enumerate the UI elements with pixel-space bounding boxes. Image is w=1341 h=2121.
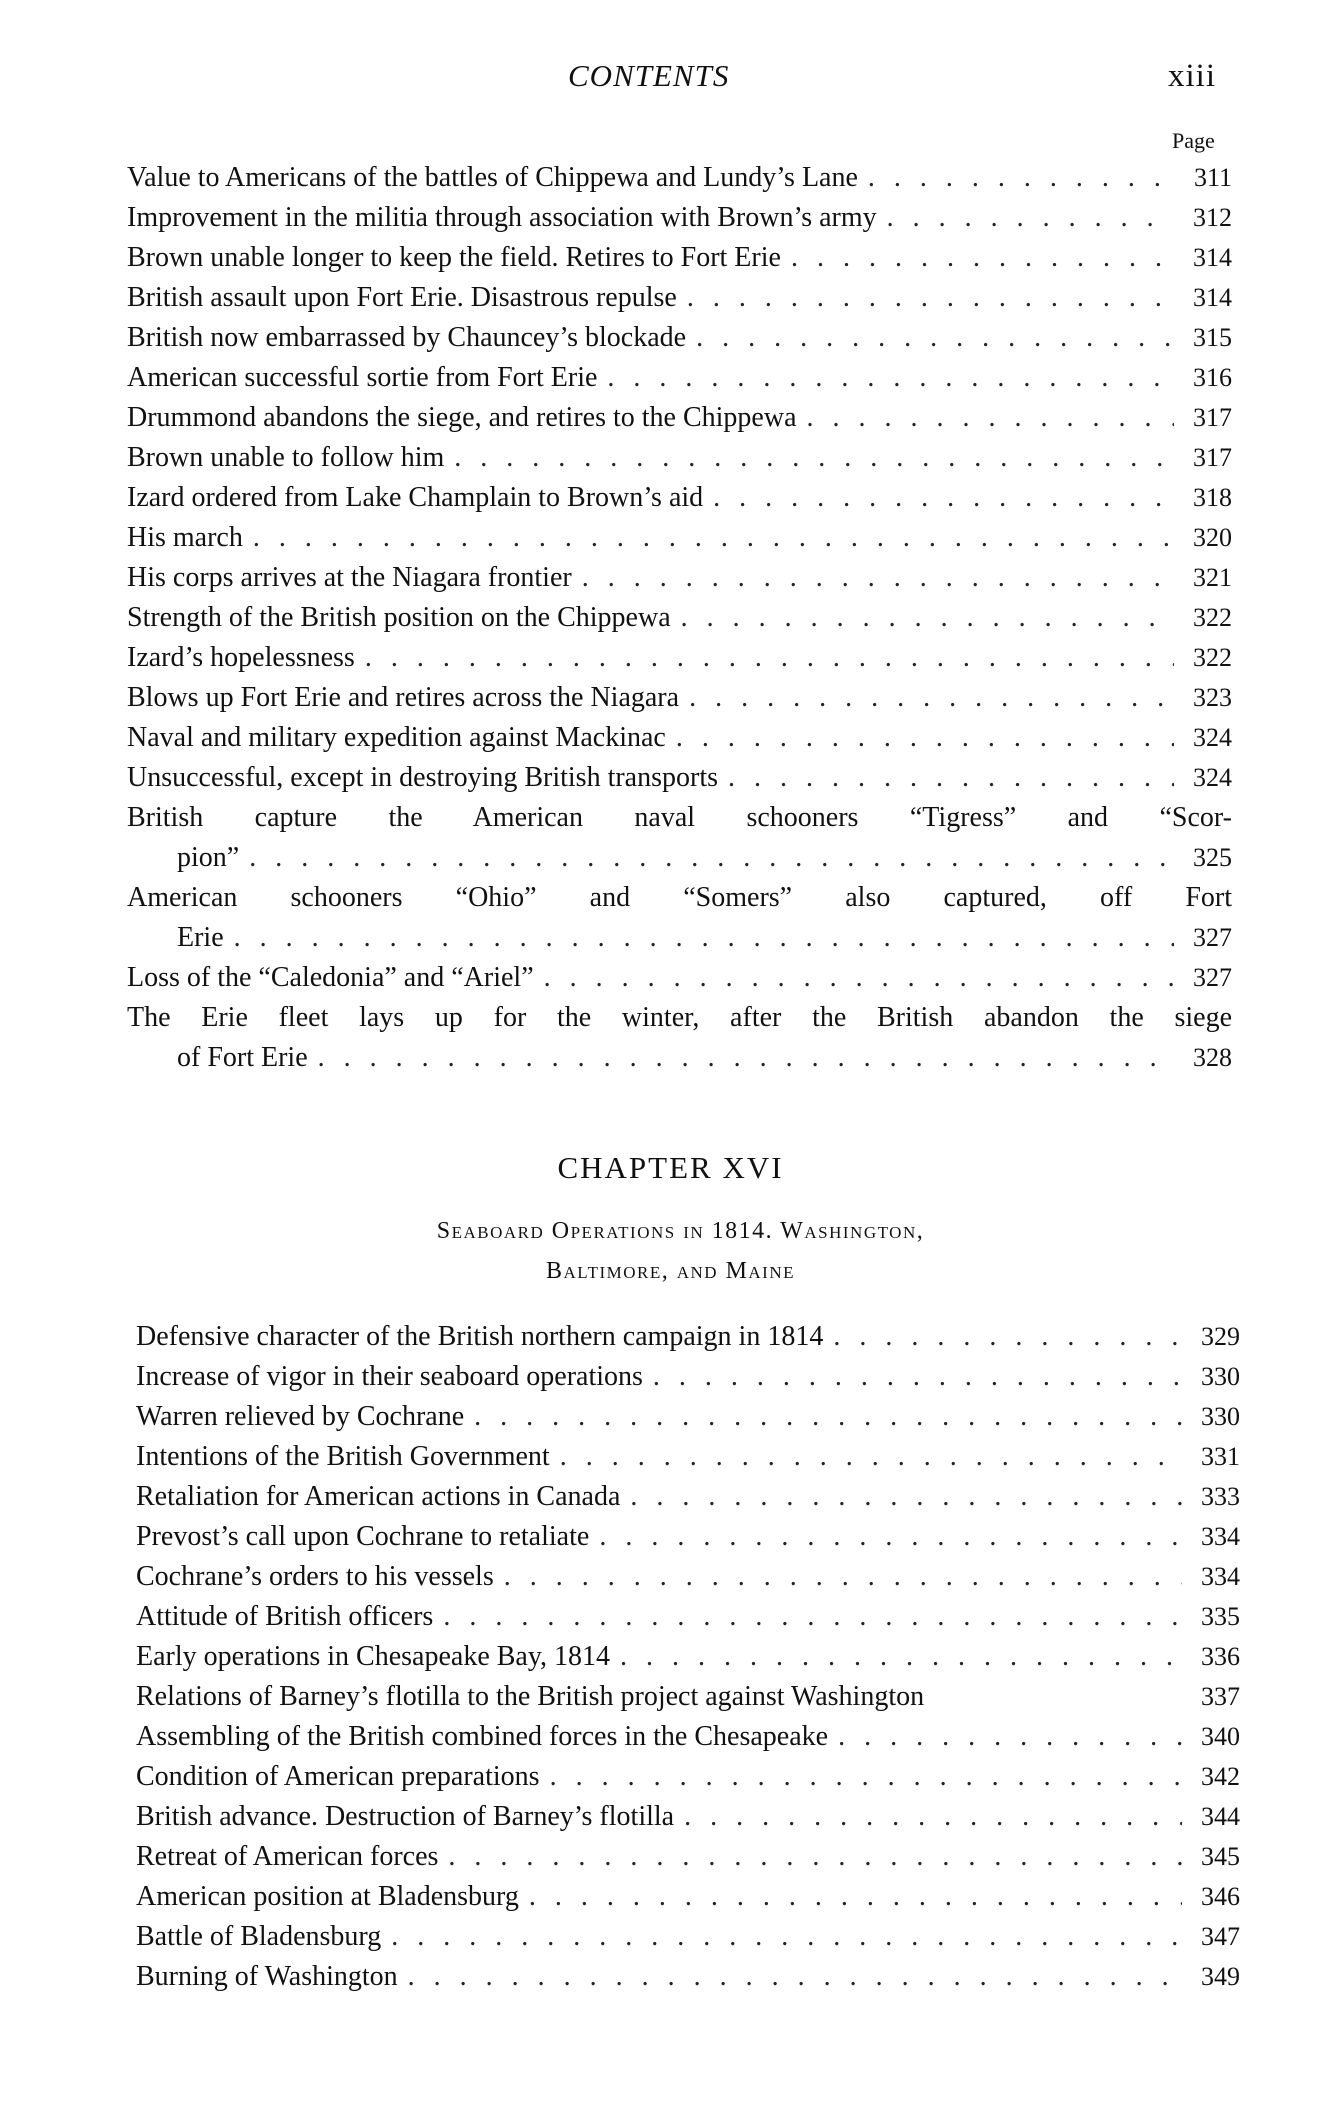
toc-entry-text: Intentions of the British Government [136, 1441, 550, 1472]
leader-dots [684, 1797, 1182, 1837]
toc-entry-page: 334 [1201, 1522, 1240, 1551]
toc-entry-text: The Erie fleet lays up for the winter, after the British abandon the siege [127, 1002, 1232, 1033]
toc-entry [127, 398, 1232, 438]
toc-entry-page: 347 [1201, 1922, 1240, 1951]
toc-entry-page: 336 [1201, 1642, 1240, 1671]
toc-entry-page: 320 [1193, 523, 1232, 552]
leader-dots [838, 1717, 1182, 1757]
toc-entry-text: Attitude of British officers [136, 1601, 434, 1632]
toc-entry [127, 158, 1232, 198]
toc-entry [136, 1317, 1240, 1357]
toc-entry-text: Drummond abandons the siege, and retires to the Chippewa [127, 402, 797, 433]
toc-entry-text: Condition of American preparations [136, 1761, 540, 1792]
leader-dots [696, 318, 1174, 358]
toc-entry-page: 330 [1201, 1402, 1240, 1431]
leader-dots [582, 558, 1174, 598]
toc-entry-text: British capture the American naval schooners “Tigress” and “Scor- [127, 802, 1232, 833]
toc-entry-text: Retaliation for American actions in Canada [136, 1481, 621, 1512]
toc-entry [136, 1397, 1240, 1437]
leader-dots [443, 1597, 1182, 1637]
toc-entry-text: Assembling of the British combined forces in the Chesapeake [136, 1721, 829, 1752]
toc-entry-page: 317 [1193, 443, 1232, 472]
toc-entry-page: 349 [1201, 1962, 1240, 1991]
toc-entry-text: British assault upon Fort Erie. Disastrous repulse [127, 282, 677, 313]
toc-entry-page: 337 [1201, 1682, 1240, 1711]
toc-entry [127, 198, 1232, 238]
toc-entry-text: American schooners “Ohio” and “Somers” also captured, off Fort [127, 882, 1232, 913]
toc-entry [136, 1357, 1240, 1397]
toc-entry-text: Brown unable to follow him [127, 442, 445, 473]
page-column-label: Page [1172, 128, 1215, 153]
toc-entry-line [127, 838, 1232, 878]
toc-entry-text: Relations of Barney’s flotilla to the British project against Washington [136, 1681, 925, 1712]
toc-entry-text: Loss of the “Caledonia” and “Ariel” [127, 962, 534, 993]
toc-entry-page: 322 [1193, 603, 1232, 632]
toc-entry-text: Izard ordered from Lake Champlain to Brown’s aid [127, 482, 704, 513]
toc-entry [127, 358, 1232, 398]
toc-entry-text: Strength of the British position on the Chippewa [127, 602, 671, 633]
toc-entry-page: 335 [1201, 1602, 1240, 1631]
toc-entry-page: 317 [1193, 403, 1232, 432]
contents-list-chapter-xv [127, 158, 1232, 1078]
leader-dots [529, 1877, 1182, 1917]
toc-entry-page: 334 [1201, 1562, 1240, 1591]
toc-entry-page: 333 [1201, 1482, 1240, 1511]
toc-entry-text: Brown unable longer to keep the field. Retires to Fort Erie [127, 242, 781, 273]
running-header [0, 58, 1341, 98]
toc-entry-text: His march [127, 522, 243, 553]
toc-entry [136, 1597, 1240, 1637]
toc-entry-page: 311 [1193, 163, 1232, 192]
leader-dots [807, 398, 1175, 438]
toc-entry [136, 1757, 1240, 1797]
toc-entry [127, 238, 1232, 278]
toc-entry-page: 345 [1201, 1842, 1240, 1871]
toc-entry-page: 340 [1201, 1722, 1240, 1751]
toc-entry [127, 438, 1232, 478]
leader-dots [365, 638, 1174, 678]
toc-entry-page: 324 [1193, 763, 1232, 792]
toc-entry-text: Naval and military expedition against Mackinac [127, 722, 666, 753]
toc-entry-page: 318 [1193, 483, 1232, 512]
leader-dots [599, 1517, 1182, 1557]
leader-dots [448, 1837, 1182, 1877]
leader-dots [620, 1637, 1182, 1677]
toc-entry-page: 328 [1193, 1043, 1232, 1072]
toc-entry [127, 558, 1232, 598]
leader-dots [318, 1038, 1174, 1078]
leader-dots [833, 1317, 1182, 1357]
toc-entry [136, 1517, 1240, 1557]
toc-entry-line [127, 1038, 1232, 1078]
leader-dots [653, 1357, 1182, 1397]
leader-dots [676, 718, 1174, 758]
toc-entry-text: American successful sortie from Fort Erie [127, 362, 598, 393]
toc-entry [136, 1877, 1240, 1917]
toc-entry-page: 312 [1193, 203, 1232, 232]
leader-dots [728, 758, 1174, 798]
toc-entry-page: 331 [1201, 1442, 1240, 1471]
toc-entry-text: His corps arrives at the Niagara frontier [127, 562, 572, 593]
toc-entry-page: 322 [1193, 643, 1232, 672]
toc-entry [127, 958, 1232, 998]
toc-entry [136, 1797, 1240, 1837]
leader-dots [391, 1917, 1182, 1957]
toc-entry-page: 316 [1193, 363, 1232, 392]
toc-entry-text: Battle of Bladensburg [136, 1921, 382, 1952]
toc-entry-page: 344 [1201, 1802, 1240, 1831]
leader-dots [550, 1757, 1182, 1797]
toc-entry-page: 324 [1193, 723, 1232, 752]
chapter-subtitle-line-2: Baltimore, and Maine [545, 1258, 796, 1284]
toc-entry-text-continued: pion” [177, 842, 240, 873]
toc-entry-page: 315 [1193, 323, 1232, 352]
leader-dots [408, 1957, 1182, 1997]
toc-entry-line [127, 878, 1232, 918]
toc-entry [127, 278, 1232, 318]
toc-entry [136, 1557, 1240, 1597]
toc-entry-text-continued: Erie [177, 922, 224, 953]
leader-dots [253, 518, 1174, 558]
leader-dots [607, 358, 1174, 398]
toc-entry-page: 342 [1201, 1762, 1240, 1791]
toc-entry-page: 321 [1193, 563, 1232, 592]
toc-entry-text: Blows up Fort Erie and retires across the Niagara [127, 682, 680, 713]
toc-entry-page: 346 [1201, 1882, 1240, 1911]
toc-entry [136, 1837, 1240, 1877]
toc-entry-text: Izard’s hopelessness [127, 642, 355, 673]
leader-dots [713, 478, 1174, 518]
leader-dots [249, 838, 1174, 878]
toc-entry-page: 330 [1201, 1362, 1240, 1391]
running-title: CONTENTS [568, 58, 730, 93]
toc-entry [136, 1677, 1240, 1717]
toc-entry-text: American position at Bladensburg [136, 1881, 519, 1912]
toc-entry-page: 327 [1193, 923, 1232, 952]
leader-dots [887, 198, 1174, 238]
toc-entry [127, 678, 1232, 718]
leader-dots [791, 238, 1174, 278]
leader-dots [681, 598, 1174, 638]
toc-entry-text: Burning of Washington [136, 1961, 398, 1992]
leader-dots [687, 278, 1174, 318]
leader-dots [868, 158, 1174, 198]
toc-entry [136, 1917, 1240, 1957]
chapter-subtitle-line-1: Seaboard Operations in 1814. Washington, [436, 1218, 925, 1244]
toc-entry-page: 325 [1193, 843, 1232, 872]
toc-entry [136, 1437, 1240, 1477]
contents-list-chapter-xvi [136, 1317, 1240, 1997]
toc-entry-text: Warren relieved by Cochrane [136, 1401, 465, 1432]
toc-entry-page: 323 [1193, 683, 1232, 712]
toc-entry-text: Retreat of American forces [136, 1841, 439, 1872]
leader-dots [474, 1397, 1182, 1437]
toc-entry [136, 1477, 1240, 1517]
toc-entry-text-continued: of Fort Erie [177, 1042, 308, 1073]
toc-entry [127, 718, 1232, 758]
toc-entry [127, 318, 1232, 358]
toc-entry-text: Early operations in Chesapeake Bay, 1814 [136, 1641, 611, 1672]
toc-entry-page: 314 [1193, 243, 1232, 272]
toc-entry [127, 758, 1232, 798]
toc-entry-page: 314 [1193, 283, 1232, 312]
toc-entry-text: Increase of vigor in their seaboard operations [136, 1361, 643, 1392]
leader-dots [689, 678, 1174, 718]
leader-dots [234, 918, 1174, 958]
toc-entry-text: British advance. Destruction of Barney’s flotilla [136, 1801, 675, 1832]
toc-entry-text: Defensive character of the British northern campaign in 1814 [136, 1321, 824, 1352]
toc-entry-line [127, 998, 1232, 1038]
chapter-heading: CHAPTER XVI [557, 1150, 784, 1185]
toc-entry-page: 327 [1193, 963, 1232, 992]
toc-entry-text: Prevost’s call upon Cochrane to retaliate [136, 1521, 590, 1552]
toc-entry [127, 638, 1232, 678]
page-number: xiii [1168, 58, 1217, 94]
leader-dots [560, 1437, 1182, 1477]
toc-entry [136, 1957, 1240, 1997]
leader-dots [544, 958, 1174, 998]
toc-entry [136, 1717, 1240, 1757]
leader-dots [630, 1477, 1182, 1517]
toc-entry-line [127, 798, 1232, 838]
leader-dots [454, 438, 1174, 478]
leader-dots [504, 1557, 1182, 1597]
toc-entry-page: 329 [1201, 1322, 1240, 1351]
toc-entry [127, 478, 1232, 518]
toc-entry [127, 518, 1232, 558]
toc-entry-text: Improvement in the militia through association with Brown’s army [127, 202, 877, 233]
toc-entry [136, 1637, 1240, 1677]
toc-entry-text: Cochrane’s orders to his vessels [136, 1561, 494, 1592]
toc-entry-text: British now embarrassed by Chauncey’s blockade [127, 322, 687, 353]
toc-entry-line [127, 918, 1232, 958]
toc-entry-text: Value to Americans of the battles of Chippewa and Lundy’s Lane [127, 162, 858, 193]
toc-entry-text: Unsuccessful, except in destroying British transports [127, 762, 719, 793]
toc-entry [127, 598, 1232, 638]
